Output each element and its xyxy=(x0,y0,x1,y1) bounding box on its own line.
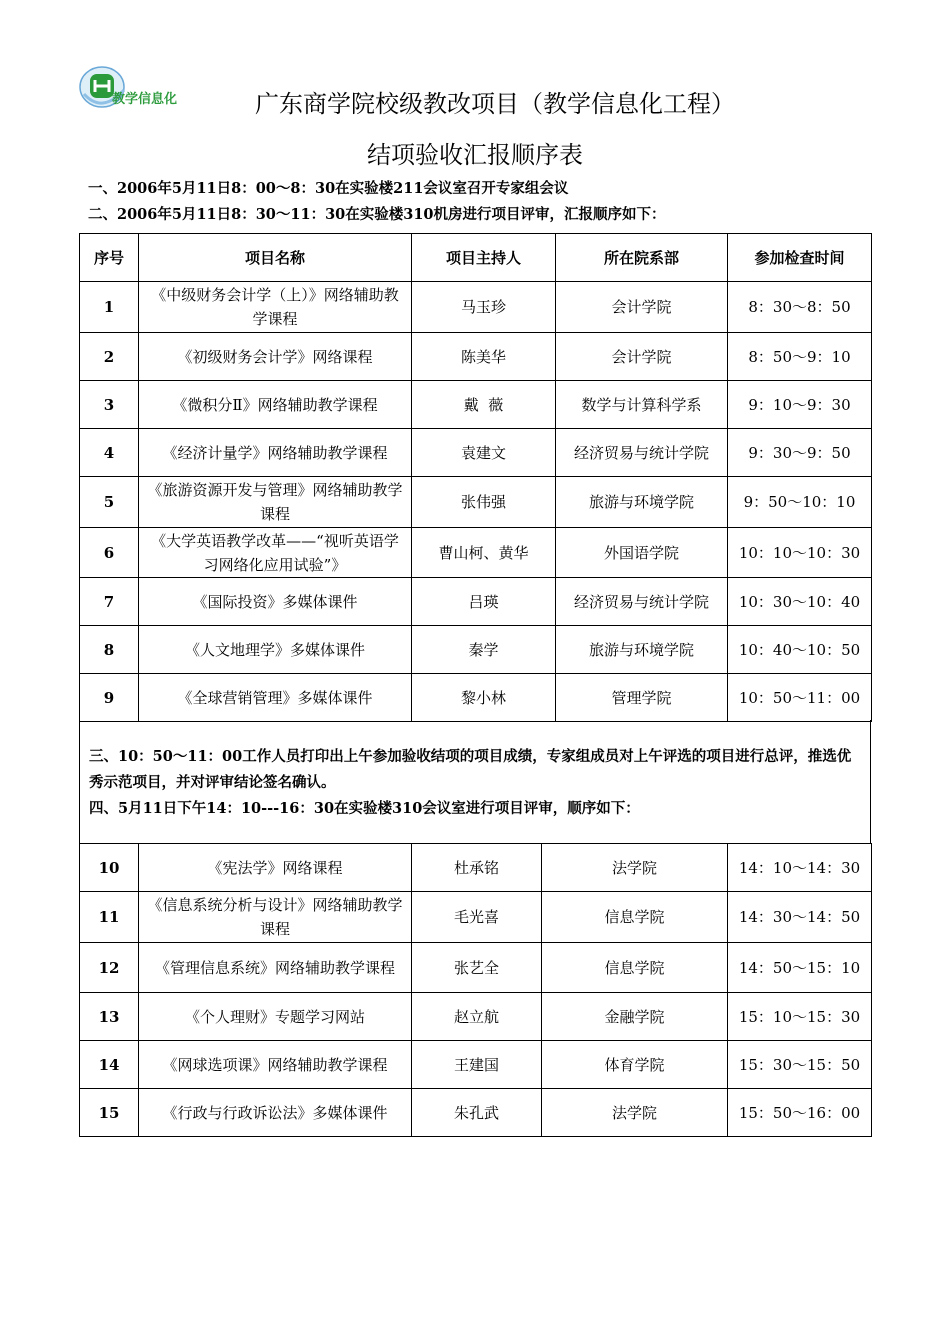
cell-time: 9：10～9：30 xyxy=(728,381,872,429)
cell-department: 法学院 xyxy=(542,1089,728,1137)
table-row xyxy=(80,578,872,626)
cell-project: 《管理信息系统》网络辅助教学课程 xyxy=(139,943,412,993)
cell-host: 黎小林 xyxy=(412,674,556,722)
cell-index: 3 xyxy=(80,381,139,429)
cell-host: 张伟强 xyxy=(412,477,556,528)
note-line-1: 一、2006年5月11日8：00～8：30在实验楼211会议室召开专家组会议 xyxy=(88,180,569,197)
cell-index: 15 xyxy=(80,1089,139,1137)
cell-time: 15：30～15：50 xyxy=(728,1041,872,1089)
schedule-table-morning xyxy=(79,233,872,722)
table-row xyxy=(80,381,872,429)
cell-index: 14 xyxy=(80,1041,139,1089)
table-row xyxy=(80,844,872,892)
table-row xyxy=(80,674,872,722)
cell-host: 秦学 xyxy=(412,626,556,674)
cell-time: 10：30～10：40 xyxy=(728,578,872,626)
table-row xyxy=(80,993,872,1041)
cell-index: 11 xyxy=(80,892,139,943)
cell-index: 10 xyxy=(80,844,139,892)
table-row xyxy=(80,1089,872,1137)
cell-index: 2 xyxy=(80,333,139,381)
table-row xyxy=(80,626,872,674)
cell-time: 15：10～15：30 xyxy=(728,993,872,1041)
cell-time: 14：30～14：50 xyxy=(728,892,872,943)
table-row xyxy=(80,943,872,993)
cell-time: 9：50～10：10 xyxy=(728,477,872,528)
cell-project: 《信息系统分析与设计》网络辅助教学课程 xyxy=(139,892,412,943)
cell-host: 赵立航 xyxy=(412,993,542,1041)
cell-department: 会计学院 xyxy=(556,333,728,381)
cell-project: 《经济计量学》网络辅助教学课程 xyxy=(139,429,412,477)
header-department: 所在院系部 xyxy=(556,234,728,282)
header-project-name: 项目名称 xyxy=(139,234,412,282)
cell-project: 《大学英语教学改革——“视听英语学习网络化应用试验”》 xyxy=(139,528,412,578)
cell-project: 《网球选项课》网络辅助教学课程 xyxy=(139,1041,412,1089)
cell-department: 体育学院 xyxy=(542,1041,728,1089)
cell-project: 《国际投资》多媒体课件 xyxy=(139,578,412,626)
cell-department: 管理学院 xyxy=(556,674,728,722)
table-row xyxy=(80,892,872,943)
cell-time: 8：30～8：50 xyxy=(728,282,872,333)
cell-host: 张艺全 xyxy=(412,943,542,993)
cell-department: 经济贸易与统计学院 xyxy=(556,429,728,477)
header-index: 序号 xyxy=(80,234,139,282)
cell-project: 《人文地理学》多媒体课件 xyxy=(139,626,412,674)
note-line-4: 四、5月11日下午14：10---16：30在实验楼310会议室进行项目评审，顺序如下： xyxy=(89,800,640,817)
cell-index: 9 xyxy=(80,674,139,722)
cell-host: 马玉珍 xyxy=(412,282,556,333)
table-row xyxy=(80,429,872,477)
cell-host: 袁建文 xyxy=(412,429,556,477)
cell-index: 4 xyxy=(80,429,139,477)
table-row xyxy=(80,1041,872,1089)
cell-project: 《宪法学》网络课程 xyxy=(139,844,412,892)
header-time: 参加检查时间 xyxy=(728,234,872,282)
cell-project: 《全球营销管理》多媒体课件 xyxy=(139,674,412,722)
cell-department: 经济贸易与统计学院 xyxy=(556,578,728,626)
schedule-table-afternoon xyxy=(79,843,872,1137)
cell-time: 9：30～9：50 xyxy=(728,429,872,477)
cell-time: 10：10～10：30 xyxy=(728,528,872,578)
cell-host: 毛光喜 xyxy=(412,892,542,943)
cell-department: 旅游与环境学院 xyxy=(556,477,728,528)
note-line-2: 二、2006年5月11日8：30～11：30在实验楼310机房进行项目评审，汇报顺序如下： xyxy=(88,206,666,223)
cell-host: 吕瑛 xyxy=(412,578,556,626)
cell-project: 《旅游资源开发与管理》网络辅助教学课程 xyxy=(139,477,412,528)
table-header-row xyxy=(80,234,872,282)
cell-department: 外国语学院 xyxy=(556,528,728,578)
table-row xyxy=(80,528,872,578)
cell-project: 《行政与行政诉讼法》多媒体课件 xyxy=(139,1089,412,1137)
header-host: 项目主持人 xyxy=(412,234,556,282)
cell-department: 数学与计算科学系 xyxy=(556,381,728,429)
cell-index: 7 xyxy=(80,578,139,626)
page-title: 广东商学院校级教改项目（教学信息化工程） xyxy=(255,90,735,118)
intermission-notes xyxy=(79,720,871,843)
cell-project: 《微积分Ⅱ》网络辅助教学课程 xyxy=(139,381,412,429)
cell-time: 14：50～15：10 xyxy=(728,943,872,993)
cell-department: 信息学院 xyxy=(542,943,728,993)
cell-department: 法学院 xyxy=(542,844,728,892)
cell-department: 会计学院 xyxy=(556,282,728,333)
cell-host: 杜承铭 xyxy=(412,844,542,892)
cell-index: 13 xyxy=(80,993,139,1041)
table-row xyxy=(80,282,872,333)
cell-index: 1 xyxy=(80,282,139,333)
cell-department: 旅游与环境学院 xyxy=(556,626,728,674)
cell-time: 15：50～16：00 xyxy=(728,1089,872,1137)
cell-host: 陈美华 xyxy=(412,333,556,381)
table-row xyxy=(80,333,872,381)
cell-time: 8：50～9：10 xyxy=(728,333,872,381)
cell-project: 《初级财务会计学》网络课程 xyxy=(139,333,412,381)
page-subtitle: 结项验收汇报顺序表 xyxy=(367,141,583,169)
logo-text: 教学信息化 xyxy=(112,92,178,107)
cell-host: 王建国 xyxy=(412,1041,542,1089)
cell-index: 5 xyxy=(80,477,139,528)
cell-index: 8 xyxy=(80,626,139,674)
cell-index: 6 xyxy=(80,528,139,578)
cell-host: 朱孔武 xyxy=(412,1089,542,1137)
cell-time: 14：10～14：30 xyxy=(728,844,872,892)
cell-project: 《个人理财》专题学习网站 xyxy=(139,993,412,1041)
cell-department: 金融学院 xyxy=(542,993,728,1041)
cell-host: 戴 薇 xyxy=(412,381,556,429)
cell-time: 10：40～10：50 xyxy=(728,626,872,674)
note-line-3: 三、10：50～11：00工作人员打印出上午参加验收结项的项目成绩，专家组成员对上午评选的项目进行总评，推选优秀示范项目，并对评审结论签名确认。 xyxy=(89,748,852,791)
table-row xyxy=(80,477,872,528)
cell-index: 12 xyxy=(80,943,139,993)
cell-host: 曹山柯、黄华 xyxy=(412,528,556,578)
cell-time: 10：50～11：00 xyxy=(728,674,872,722)
cell-project: 《中级财务会计学（上）》网络辅助教学课程 xyxy=(139,282,412,333)
cell-department: 信息学院 xyxy=(542,892,728,943)
